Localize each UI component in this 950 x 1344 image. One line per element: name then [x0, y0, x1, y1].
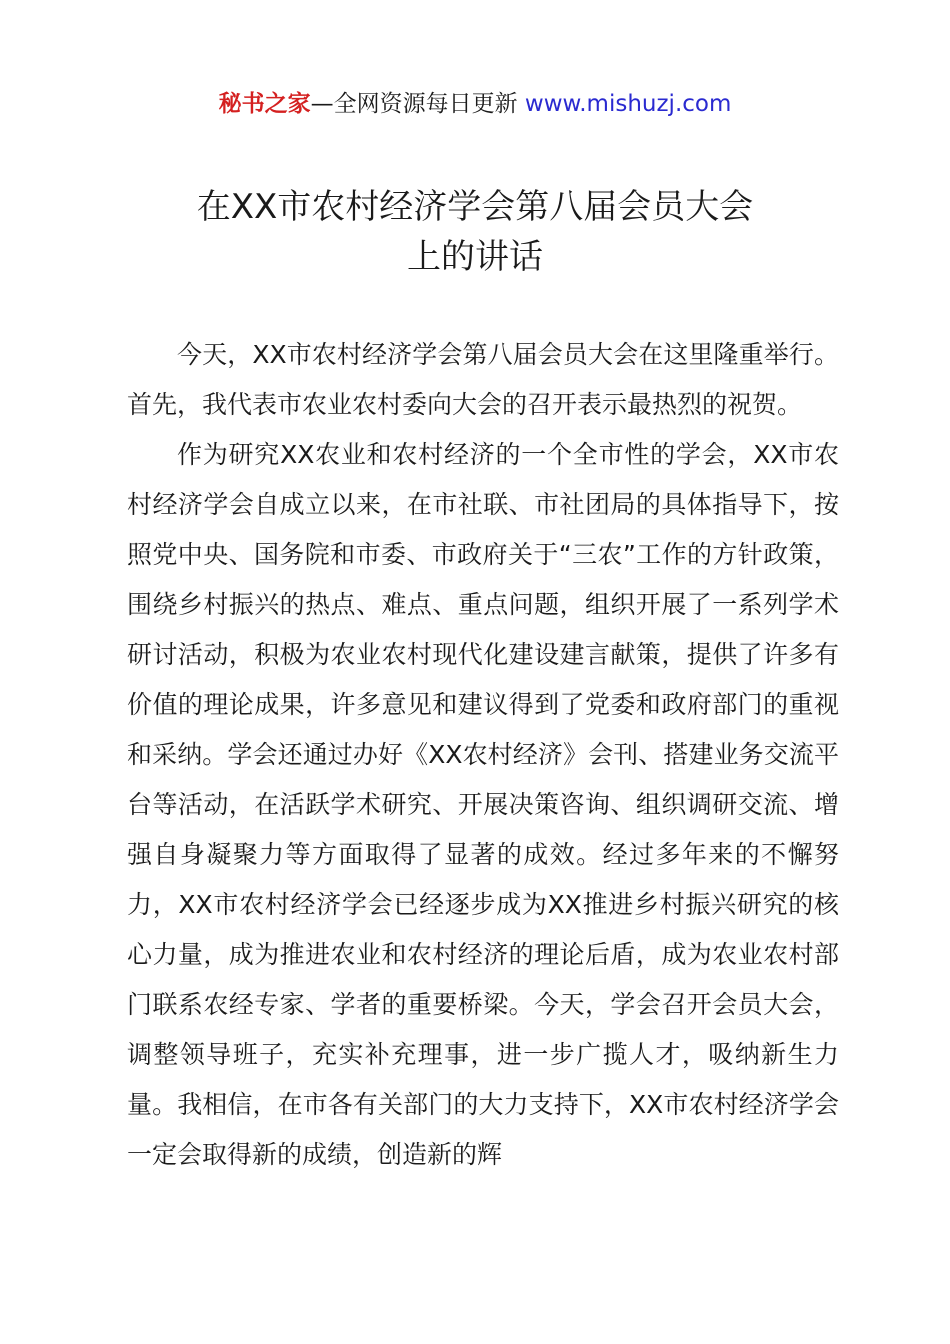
- document-title-line-1: 在XX市农村经济学会第八届会员大会: [196, 187, 754, 227]
- document-title: [100, 182, 850, 282]
- document-body: [127, 330, 839, 1180]
- site-url-link[interactable]: www.mishuzj.com: [524, 91, 732, 117]
- site-tagline: —全网资源每日更新: [310, 91, 525, 117]
- paragraph-2: 作为研究XX农业和农村经济的一个全市性的学会，XX市农村经济学会自成立以来，在市社联、市社团局的具体指导下，按照党中央、国务院和市委、市政府关于“三农”工作的方针政策，围绕乡村振兴的热点、难点、重点问题，组织开展了一系列学术研讨活动，积极为农业农村现代化建设建言献策，提供了许多有价值的理论成果，许多意见和建议得到了党委和政府部门的重视和采纳。学会还通过办好《XX农村经济》会刊、搭建业务交流平台等活动，在活跃学术研究、开展决策咨询、组织调研交流、增强自身凝聚力等方面取得了显著的成效。经过多年来的不懈努力，XX市农村经济学会已经逐步成为XX推进乡村振兴研究的核心力量，成为推进农业和农村经济的理论后盾，成为农业农村部门联系农经专家、学者的重要桥梁。今天，学会召开会员大会，调整领导班子，充实补充理事，进一步广揽人才，吸纳新生力量。我相信，在市各有关部门的大力支持下，XX市农村经济学会一定会取得新的成绩，创造新的辉: [127, 440, 839, 1169]
- site-header: [0, 88, 950, 120]
- site-brand: 秘书之家: [218, 91, 311, 117]
- document-title-line-2: 上的讲话: [407, 237, 543, 277]
- paragraph-1: 今天，XX市农村经济学会第八届会员大会在这里隆重举行。首先，我代表市农业农村委向大会的召开表示最热烈的祝贺。: [127, 340, 839, 419]
